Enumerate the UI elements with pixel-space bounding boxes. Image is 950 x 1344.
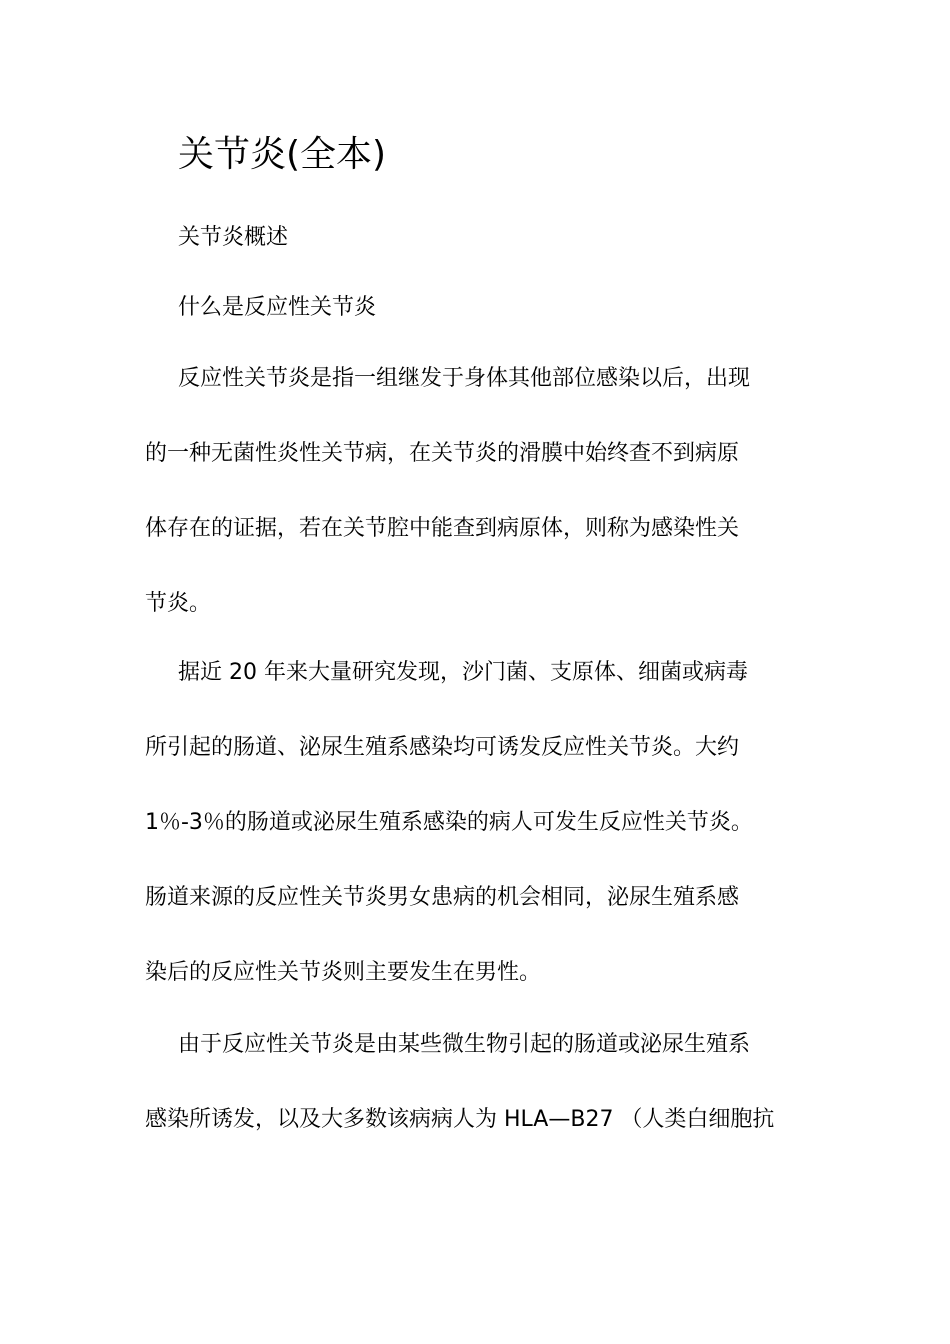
paragraph-line: 所引起的肠道、泌尿生殖系感染均可诱发反应性关节炎。大约 bbox=[145, 735, 740, 760]
paragraph-line: 的一种无菌性炎性关节病，在关节炎的滑膜中始终查不到病原 bbox=[145, 441, 740, 466]
paragraph-line: 据近 20 年来大量研究发现，沙门菌、支原体、细菌或病毒 bbox=[178, 660, 748, 685]
paragraph-1 bbox=[145, 366, 810, 666]
question-heading: 什么是反应性关节炎 bbox=[178, 295, 377, 320]
paragraph-3 bbox=[145, 1032, 810, 1182]
paragraph-line: 感染所诱发，以及大多数该病病人为 HLA—B27 （人类白细胞抗 bbox=[145, 1107, 775, 1132]
paragraph-line: 肠道来源的反应性关节炎男女患病的机会相同，泌尿生殖系感 bbox=[145, 885, 740, 910]
paragraph-line: 1％-3％的肠道或泌尿生殖系感染的病人可发生反应性关节炎。 bbox=[145, 810, 753, 835]
paragraph-2 bbox=[145, 660, 810, 1035]
paragraph-line: 体存在的证据，若在关节腔中能查到病原体，则称为感染性关 bbox=[145, 516, 740, 541]
document-title: 关节炎(全本) bbox=[178, 134, 387, 175]
paragraph-line: 染后的反应性关节炎则主要发生在男性。 bbox=[145, 960, 542, 985]
paragraph-line: 节炎。 bbox=[145, 591, 212, 616]
paragraph-line: 反应性关节炎是指一组继发于身体其他部位感染以后，出现 bbox=[178, 366, 751, 391]
paragraph-line: 由于反应性关节炎是由某些微生物引起的肠道或泌尿生殖系 bbox=[178, 1032, 751, 1057]
section-heading: 关节炎概述 bbox=[178, 225, 289, 250]
